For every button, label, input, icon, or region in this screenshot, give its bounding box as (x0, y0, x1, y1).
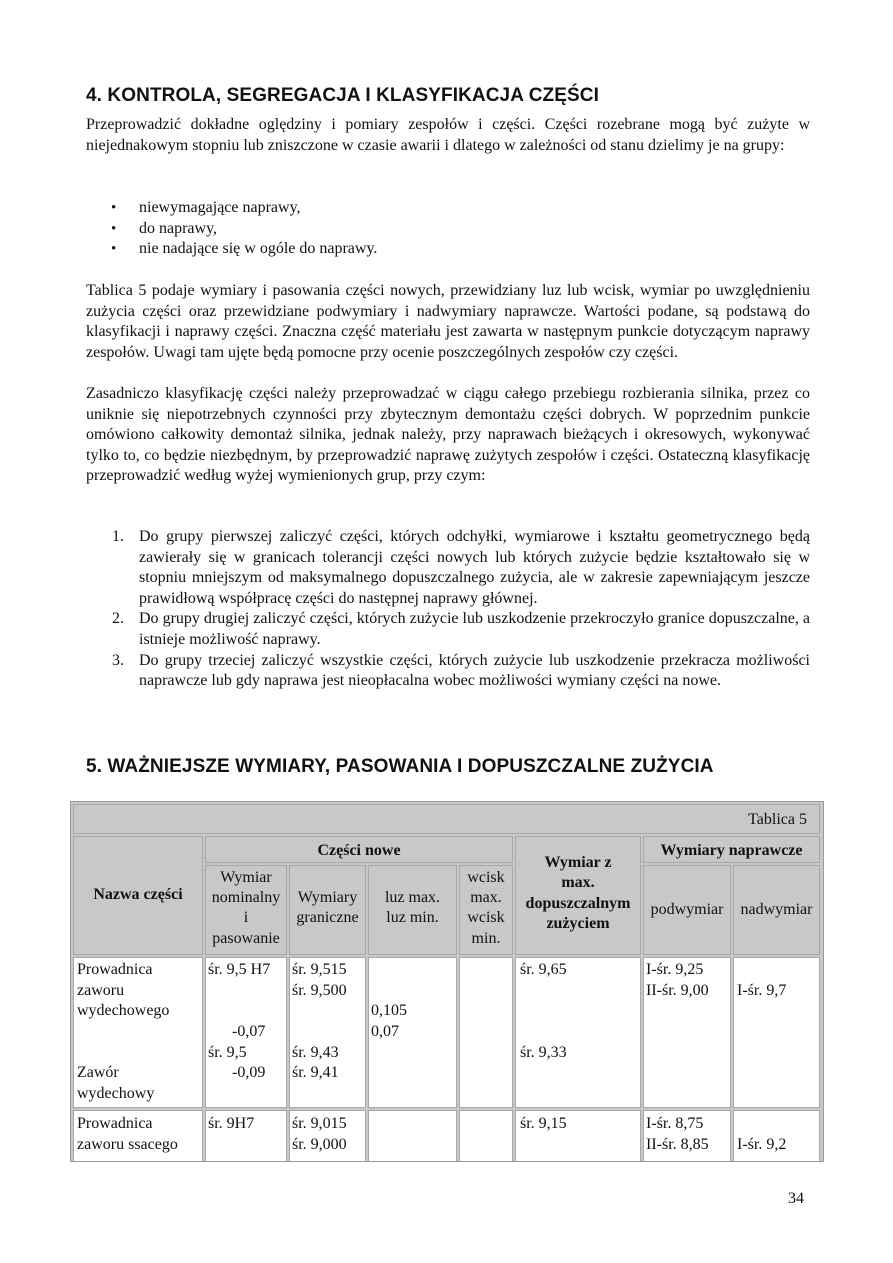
classification-paragraph: Zasadniczo klasyfikację części należy przeprowadzać w ciągu całego przebiegu rozbierania silnika, przez co uniknie się niepotrzebnych czynności przy zbytecznym demontażu części dobrych. W poprzednim punkcie omówiono całkowity demontaż silnika, jednak należy, przy naprawach bieżących i okresowych, wykonywać tylko to, co będzie niezbędnym, by przeprowadzić naprawę zużytych zespołów i części. Ostateczną klasyfikację przeprowadzić według wyżej wymienionych grup, przy czym: (86, 385, 810, 485)
header-new-parts: Części nowe (205, 836, 513, 863)
table-cell-nominal: śr. 9H7 (205, 1110, 287, 1162)
table-cell-oversize: I-śr. 9,2 (733, 1110, 820, 1162)
list-text: Do grupy pierwszej zaliczyć części, których odchyłki, wymiarowe i kształtu geometrycznego będą zawierały się w granicach tolerancji części nowych lub których zużycie będzie kształtowało się w stopniu mniejszym od maksymalnego dopuszczalnego zużycia, ale w zakresie zapewniającym jeszcze prawidłową współpracę części do następnej naprawy głównej. (139, 528, 810, 607)
header-max-wear: Wymiar z max. dopuszczalnym zużyciem (515, 836, 641, 955)
table-cell-nominal: śr. 9,5 H7 -0,07 śr. 9,5 -0,09 (205, 957, 287, 1108)
list-number: 3. (112, 651, 124, 669)
table-cell-undersize: I-śr. 9,25 II-śr. 9,00 (643, 957, 731, 1108)
header-clearance: luz max. luz min. (368, 865, 457, 955)
condition-groups-list (86, 198, 377, 260)
table-cell-clearance (368, 1110, 457, 1162)
classification-groups-list (86, 527, 810, 692)
list-item (86, 651, 810, 692)
list-item: • do naprawy, (86, 219, 377, 240)
table-caption: Tablica 5 (748, 811, 807, 828)
table-row-part-name: Prowadnica zaworu ssacego (73, 1110, 203, 1162)
table-cell-interference (459, 957, 513, 1108)
table-caption-cell (73, 804, 820, 834)
section-5-heading: 5. WAŻNIEJSZE WYMIARY, PASOWANIA I DOPUSZCZALNE ZUŻYCIA (86, 756, 714, 777)
table-cell-oversize: I-śr. 9,7 (733, 957, 820, 1108)
table-cell-max-wear: śr. 9,15 (515, 1110, 641, 1162)
list-item (86, 527, 810, 609)
header-part-name: Nazwa części (73, 836, 203, 955)
header-nominal: Wymiar nominalny i pasowanie (205, 865, 287, 955)
table-row-part-name: Prowadnica zaworu wydechowego Zawór wydechowy (73, 957, 203, 1108)
list-item (86, 609, 810, 650)
table5-paragraph: Tablica 5 podaje wymiary i pasowania części nowych, przewidziany luz lub wcisk, wymiar po uwzględnieniu zużycia części oraz przewidziane podwymiary i nadwymiary naprawcze. Wartości podane, są podstawą do klasyfikacji i naprawy części. Znaczna część materiału jest zawarta w następnym punkcie dotyczącym naprawy zespołów. Uwagi tam ujęte będą pomocne przy ocenie poszczególnych zespołów czy części. (86, 282, 810, 361)
table-cell-undersize: I-śr. 8,75 II-śr. 8,85 (643, 1110, 731, 1162)
list-text: Do grupy trzeciej zaliczyć wszystkie części, których zużycie lub uszkodzenie przekracza możliwości naprawcze lub gdy naprawa jest nieopłacalna wobec możliwości wymiany części na nowe. (139, 651, 810, 690)
table-cell-limit: śr. 9,515 śr. 9,500 śr. 9,43 śr. 9,41 (289, 957, 366, 1108)
header-undersize: podwymiar (643, 865, 731, 955)
header-oversize: nadwymiar (733, 865, 820, 955)
list-item: • niewymagające naprawy, (86, 198, 377, 219)
section-4-intro: Przeprowadzić dokładne oględziny i pomiary zespołów i części. Części rozebrane mogą być zużyte w niejednakowym stopniu lub zniszczone w czasie awarii i dlatego w zależności od stanu dzielimy je na grupy: (86, 116, 810, 154)
list-item: • nie nadające się w ogóle do naprawy. (86, 239, 377, 260)
list-number: 2. (112, 610, 124, 628)
table-cell-max-wear: śr. 9,65 śr. 9,33 (515, 957, 641, 1108)
section-4-heading: 4. KONTROLA, SEGREGACJA I KLASYFIKACJA CZĘŚCI (86, 85, 599, 106)
header-interference: wcisk max. wcisk min. (459, 865, 513, 955)
table-cell-limit: śr. 9,015 śr. 9,000 (289, 1110, 366, 1162)
header-limit-dims: Wymiary graniczne (289, 865, 366, 955)
table-cell-interference (459, 1110, 513, 1162)
page-number: 34 (788, 1190, 804, 1207)
list-text: Do grupy drugiej zaliczyć części, których zużycie lub uszkodzenie przekroczyło granice dopuszczalne, a istnieje możliwość naprawy. (139, 610, 810, 648)
table-cell-clearance: 0,105 0,07 (368, 957, 457, 1108)
header-repair-dims: Wymiary naprawcze (643, 836, 820, 863)
dimensions-table (70, 801, 824, 1162)
list-number: 1. (112, 528, 124, 545)
